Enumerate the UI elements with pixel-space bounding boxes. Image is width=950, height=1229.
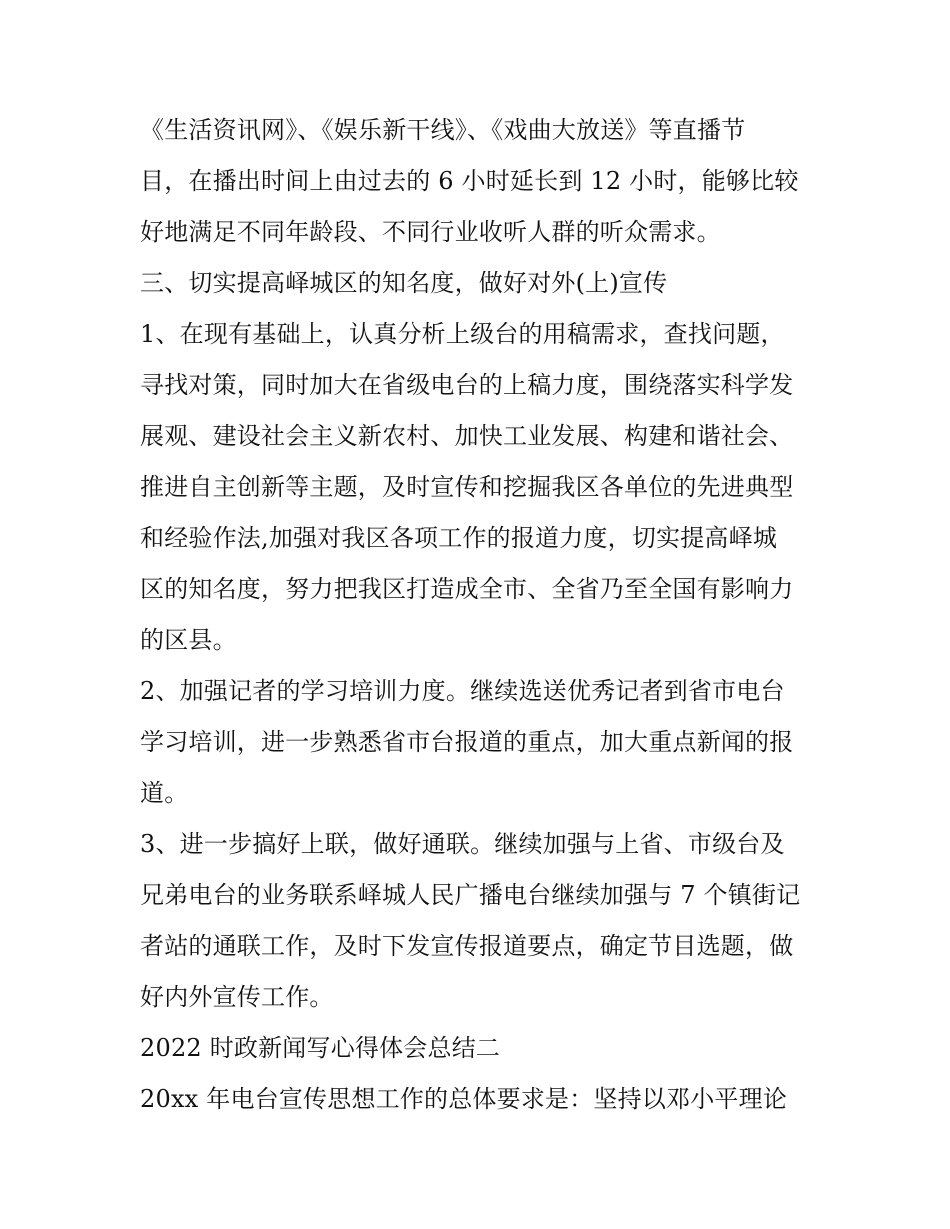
text-line: 20xx 年电台宣传思想工作的总体要求是：坚持以邓小平理论 (140, 1085, 788, 1113)
text-line: 好地满足不同年龄段、不同行业收听人群的听众需求。 (140, 218, 721, 246)
text-line: 1、在现有基础上，认真分析上级台的用稿需求，查找问题， (140, 320, 785, 348)
text-line: 者站的通联工作，及时下发宣传报道要点，确定节目选题，做 (140, 932, 794, 960)
text-line: 区的知名度，努力把我区打造成全市、全省乃至全国有影响力 (140, 575, 794, 603)
section-heading: 三、切实提高峄城区的知名度，做好对外(上)宣传 (140, 269, 668, 297)
text-line: 寻找对策，同时加大在省级电台的上稿力度，围绕落实科学发 (140, 371, 794, 399)
text-line: 道。 (140, 779, 189, 807)
text-line: 的区县。 (140, 626, 237, 654)
text-line: 好内外宣传工作。 (140, 983, 334, 1011)
text-line: 和经验作法,加强对我区各项工作的报道力度，切实提高峄城 (140, 524, 778, 552)
text-line: 目，在播出时间上由过去的 6 小时延长到 12 小时，能够比较 (140, 167, 799, 195)
document-title: 2022 时政新闻写心得体会总结二 (140, 1034, 501, 1062)
text-line: 兄弟电台的业务联系峄城人民广播电台继续加强与 7 个镇街记 (140, 881, 801, 909)
text-line: 学习培训，进一步熟悉省市台报道的重点，加大重点新闻的报 (140, 728, 794, 756)
text-line: 推进自主创新等主题，及时宣传和挖掘我区各单位的先进典型 (140, 473, 794, 501)
text-line: 3、进一步搞好上联，做好通联。继续加强与上省、市级台及 (140, 830, 785, 858)
text-line: 《生活资讯网》、《娱乐新干线》、《戏曲大放送》等直播节 (140, 116, 746, 144)
text-line: 2、加强记者的学习培训力度。继续选送优秀记者到省市电台 (140, 677, 785, 705)
text-line: 展观、建设社会主义新农村、加快工业发展、构建和谐社会、 (140, 422, 794, 450)
